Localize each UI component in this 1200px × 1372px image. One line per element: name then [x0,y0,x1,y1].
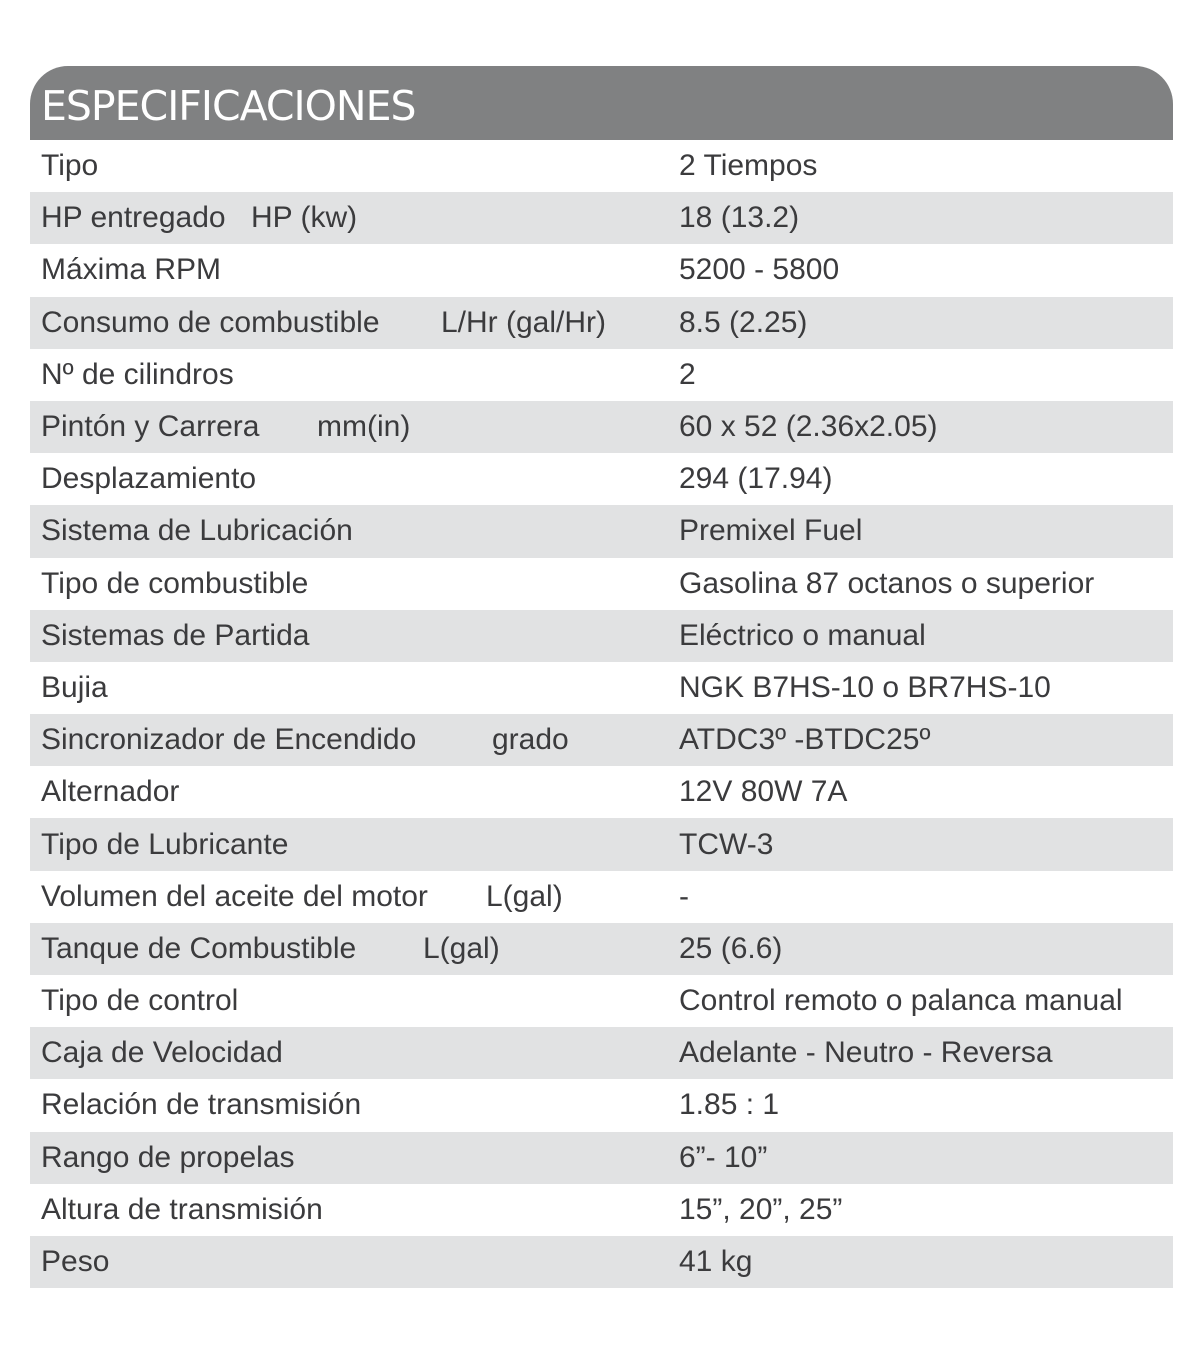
spec-label: Sistemas de Partida [41,618,310,652]
spec-label: Consumo de combustible [41,305,380,339]
spec-value: Adelante - Neutro - Reversa [679,1036,1053,1070]
spec-rows [30,140,1173,1288]
spec-label: Caja de Velocidad [41,1036,283,1070]
spec-row [30,505,1173,557]
spec-row [30,453,1173,505]
spec-label: Tipo de control [41,984,239,1018]
spec-unit: HP (kw) [251,201,358,235]
spec-row [30,558,1173,610]
spec-value: 2 [679,357,696,391]
spec-row [30,244,1173,296]
spec-row [30,1079,1173,1131]
spec-row [30,662,1173,714]
spec-row [30,975,1173,1027]
spec-unit: grado [492,723,569,757]
spec-value: 15”, 20”, 25” [679,1192,843,1226]
spec-label: Tanque de Combustible [41,931,357,965]
spec-row [30,140,1173,192]
spec-value: 60 x 52 (2.36x2.05) [679,410,938,444]
spec-unit: L/Hr (gal/Hr) [441,305,607,339]
spec-label: Relación de transmisión [41,1088,362,1122]
spec-row [30,297,1173,349]
spec-value: 25 (6.6) [679,931,783,965]
spec-label: Volumen del aceite del motor [41,879,428,913]
spec-label: Peso [41,1245,110,1279]
spec-value: - [679,879,689,913]
spec-label: Sincronizador de Encendido [41,723,417,757]
spec-unit: L(gal) [486,879,563,913]
spec-unit: L(gal) [423,931,500,965]
table-header [30,66,1173,140]
spec-unit: mm(in) [317,410,411,444]
spec-label: Máxima RPM [41,253,222,287]
spec-row [30,192,1173,244]
spec-row [30,923,1173,975]
spec-value: 2 Tiempos [679,149,818,183]
spec-value: 12V 80W 7A [679,775,848,809]
spec-label: Nº de cilindros [41,357,234,391]
spec-value: 18 (13.2) [679,201,800,235]
spec-value: 6”- 10” [679,1140,768,1174]
spec-label: Pintón y Carrera [41,410,260,444]
spec-value: Premixel Fuel [679,514,863,548]
spec-value: Control remoto o palanca manual [679,984,1123,1018]
spec-label: Desplazamiento [41,462,257,496]
spec-row [30,714,1173,766]
spec-value: NGK B7HS-10 o BR7HS-10 [679,670,1051,704]
spec-value: Gasolina 87 octanos o superior [679,566,1095,600]
spec-value: Eléctrico o manual [679,618,926,652]
spec-label: HP entregado [41,201,226,235]
spec-label: Sistema de Lubricación [41,514,353,548]
page-title: ESPECIFICACIONES [41,82,416,130]
specifications-table [30,66,1173,1288]
spec-row [30,349,1173,401]
spec-label: Rango de propelas [41,1140,295,1174]
spec-value: 5200 - 5800 [679,253,840,287]
spec-label: Tipo [41,149,99,183]
spec-row [30,871,1173,923]
spec-row [30,401,1173,453]
spec-row [30,1027,1173,1079]
spec-value: 1.85 : 1 [679,1088,780,1122]
spec-row [30,766,1173,818]
spec-row [30,610,1173,662]
spec-label: Bujia [41,670,108,704]
spec-label: Altura de transmisión [41,1192,323,1226]
spec-value: ATDC3º -BTDC25º [679,723,931,757]
spec-row [30,1184,1173,1236]
spec-value: 294 (17.94) [679,462,833,496]
spec-label: Tipo de Lubricante [41,827,289,861]
spec-value: 41 kg [679,1245,753,1279]
spec-row [30,818,1173,870]
spec-value: 8.5 (2.25) [679,305,808,339]
spec-value: TCW-3 [679,827,774,861]
spec-row [30,1132,1173,1184]
spec-row [30,1236,1173,1288]
spec-label: Tipo de combustible [41,566,309,600]
spec-label: Alternador [41,775,180,809]
